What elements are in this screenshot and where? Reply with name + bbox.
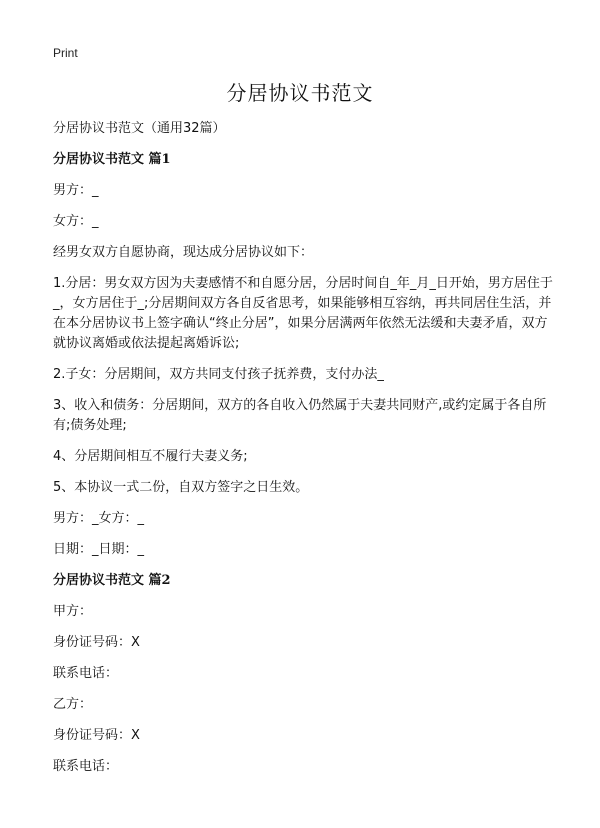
agreement-lead: 经男女双方自愿协商，现达成分居协议如下： bbox=[53, 245, 314, 260]
clause-5: 5、本协议一式二份，自双方签字之日生效。 bbox=[53, 480, 309, 495]
female-party-field: 女方：_ bbox=[53, 214, 99, 229]
intro-text: 分居协议书范文（通用32篇） bbox=[53, 121, 226, 136]
signature-line: 男方：_女方：_ bbox=[53, 511, 145, 526]
date-line: 日期：_日期：_ bbox=[53, 542, 145, 557]
party-b-phone-field: 联系电话： bbox=[53, 759, 119, 774]
print-label: Print bbox=[53, 46, 78, 60]
section1-heading: 分居协议书范文 篇1 bbox=[53, 152, 171, 167]
party-b-id-field: 身份证号码：X bbox=[53, 728, 140, 743]
document-body bbox=[53, 119, 553, 777]
party-a-phone-field: 联系电话： bbox=[53, 666, 119, 681]
clause-2: 2.子女：分居期间，双方共同支付孩子抚养费，支付办法_ bbox=[53, 367, 384, 382]
document-title: 分居协议书范文 bbox=[226, 81, 374, 105]
party-a-id-field: 身份证号码：X bbox=[53, 635, 140, 650]
clause-3: 3、收入和债务：分居期间，双方的各自收入仍然属于夫妻共同财产,或约定属于各自所有;债务处理; bbox=[53, 398, 547, 433]
party-b-field: 乙方： bbox=[53, 697, 93, 712]
section2-heading: 分居协议书范文 篇2 bbox=[53, 573, 171, 588]
male-party-field: 男方：_ bbox=[53, 183, 99, 198]
clause-4: 4、分居期间相互不履行夫妻义务; bbox=[53, 449, 248, 464]
clause-1: 1.分居：男女双方因为夫妻感情不和自愿分居，分居时间自_年_月_日开始，男方居住于_，女方居住于_;分居期间双方各自反省思考，如果能够相互容纳，再共同居住生活，并在本分居协议书上签字确认“终止分居”，如果分居满两年依然无法缓和夫妻矛盾，双方就协议离婚或依法提起离婚诉讼; bbox=[53, 276, 553, 351]
party-a-field: 甲方： bbox=[53, 604, 93, 619]
